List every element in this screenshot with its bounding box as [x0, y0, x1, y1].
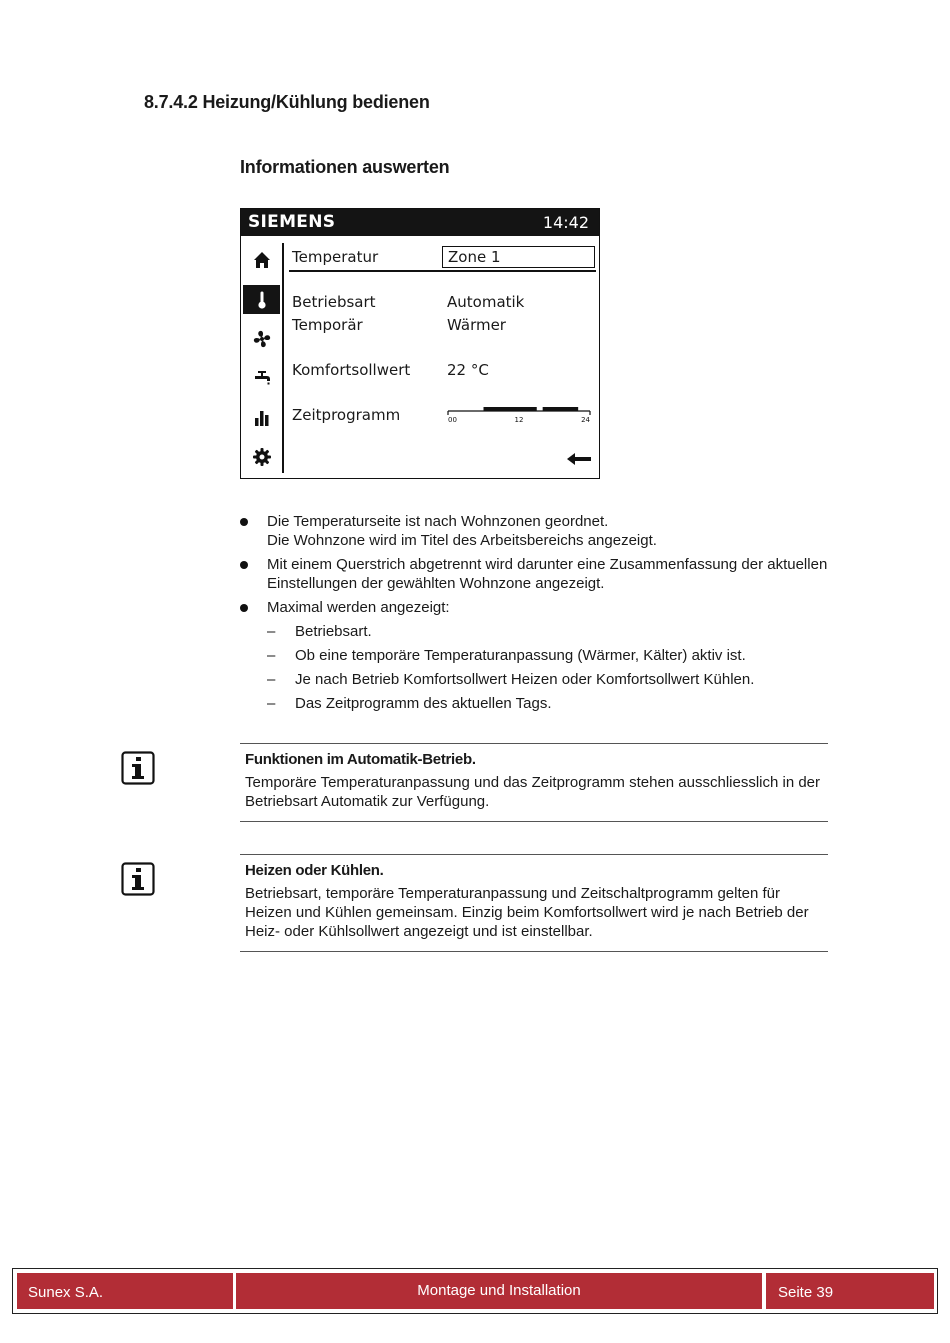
- thermometer-icon[interactable]: [243, 285, 280, 314]
- info-icon: [121, 862, 155, 896]
- sub-list-item: – Betriebsart.: [267, 623, 372, 640]
- list-item: Maximal werden angezeigt:: [240, 598, 840, 617]
- dash-marker: –: [267, 623, 276, 640]
- bar-chart-icon[interactable]: [243, 403, 280, 432]
- home-icon[interactable]: [243, 245, 280, 274]
- brand-logo: SIEMENS: [248, 212, 336, 232]
- list-item: Mit einem Querstrich abgetrennt wird darunter eine Zusammenfassung der aktuellen Einstellungen der gewählten Wohnzone angezeigt.: [240, 555, 840, 593]
- note-text: Temporäre Temperaturanpassung und das Zeitprogramm stehen ausschliesslich in der Betriebsart Automatik zur Verfügung.: [245, 774, 821, 810]
- note-automatic-mode: [240, 743, 828, 822]
- section-title: 8.7.4.2 Heizung/Kühlung bedienen: [144, 92, 430, 112]
- time-program-label: Zeitprogramm: [292, 406, 401, 424]
- note-title: Heizen oder Kühlen.: [245, 862, 384, 879]
- time-tick-label: 12: [514, 416, 524, 424]
- operating-mode-label: Betriebsart: [292, 293, 376, 311]
- faucet-icon[interactable]: [243, 363, 280, 392]
- bullet-list: [240, 512, 840, 718]
- footer-company: Sunex S.A.: [17, 1273, 233, 1309]
- comfort-setpoint-value[interactable]: 22 °C: [447, 361, 489, 379]
- gear-icon[interactable]: [243, 442, 280, 471]
- device-screen: [240, 208, 600, 479]
- note-heating-cooling: [240, 854, 828, 952]
- operating-mode-value[interactable]: Automatik: [447, 293, 525, 311]
- clock: 14:42: [542, 213, 589, 232]
- dash-marker: –: [267, 671, 276, 688]
- on-period-bar: [543, 407, 578, 411]
- back-arrow-icon[interactable]: [566, 452, 592, 466]
- comfort-setpoint-label: Komfortsollwert: [292, 361, 411, 379]
- sub-list-item: – Ob eine temporäre Temperaturanpassung (Wärmer, Kälter) aktiv ist.: [267, 647, 746, 664]
- temporary-label: Temporär: [292, 316, 363, 334]
- time-tick-label: 00: [448, 416, 457, 424]
- bullet-dot: [240, 518, 248, 526]
- dash-marker: –: [267, 647, 276, 664]
- note-title: Funktionen im Automatik-Betrieb.: [245, 751, 476, 768]
- time-tick-label: 24: [581, 416, 590, 424]
- bullet-dot: [240, 604, 248, 612]
- dash-marker: –: [267, 695, 276, 712]
- time-program-bar[interactable]: [447, 402, 591, 424]
- note-text: Betriebsart, temporäre Temperaturanpassung und Zeitschaltprogramm gelten für Heizen und Kühlen gemeinsam. Einzig beim Komfortsollwert wird je nach Betrieb der Heiz- oder Kühlsollwert angezeigt und ist einstellbar.: [245, 885, 809, 940]
- nav-divider: [282, 243, 284, 473]
- sub-list-item: – Je nach Betrieb Komfortsollwert Heizen oder Komfortsollwert Kühlen.: [267, 671, 755, 688]
- on-period-bar: [484, 407, 537, 411]
- zone-selector[interactable]: Zone 1: [442, 246, 595, 268]
- temporary-value[interactable]: Wärmer: [447, 316, 506, 334]
- device-header: [241, 209, 599, 236]
- bullet-dot: [240, 561, 248, 569]
- page-footer: [12, 1268, 938, 1314]
- footer-document-title: Montage und Installation: [236, 1273, 762, 1309]
- sub-list-item: – Das Zeitprogramm des aktuellen Tags.: [267, 695, 552, 712]
- separator-line: [289, 270, 596, 272]
- fan-icon[interactable]: [243, 324, 280, 353]
- temperature-label: Temperatur: [292, 248, 379, 266]
- subsection-title: Informationen auswerten: [240, 157, 450, 177]
- footer-page-number: Seite 39: [766, 1273, 934, 1309]
- list-item: Die Temperaturseite ist nach Wohnzonen geordnet. Die Wohnzone wird im Titel des Arbeitsbereichs angezeigt.: [240, 512, 840, 550]
- info-icon: [121, 751, 155, 785]
